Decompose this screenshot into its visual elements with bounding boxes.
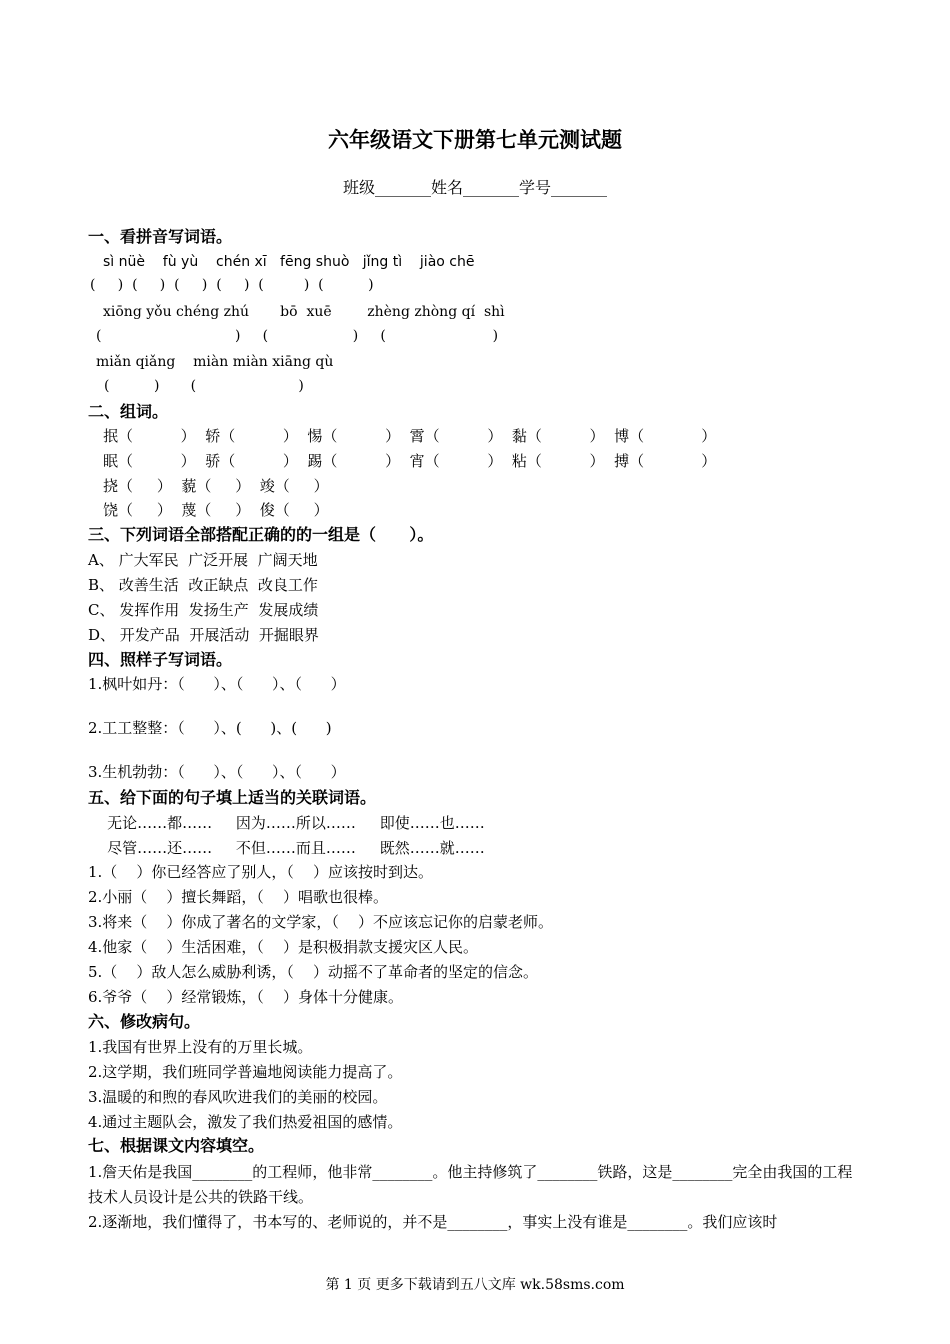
sentence-correction-3: 3.温暖的和煦的春风吹进我们的美丽的校园。 bbox=[88, 1088, 388, 1106]
conjunction-question-3: 3.将来（ ）你成了著名的文学家，（ ）不应该忘记你的启蒙老师。 bbox=[88, 913, 553, 931]
section-2-heading: 二、组词。 bbox=[88, 402, 169, 421]
sentence-correction-4: 4.通过主题队会，激发了我们热爱祖国的感情。 bbox=[88, 1113, 403, 1131]
pattern-question-2: 2.工工整整：（ ）、( )、( ) bbox=[88, 719, 332, 737]
conjunction-options-row-1: 无论……都…… 因为……所以…… 即使……也…… bbox=[88, 814, 485, 832]
word-group-row-2: 眠（ ） 骄（ ） 踢（ ） 宵（ ） 粘（ ） 搏（ ） bbox=[103, 452, 717, 470]
option-c: C、 发挥作用 发扬生产 发展成绩 bbox=[88, 601, 319, 619]
sentence-correction-2: 2.这学期，我们班同学普遍地阅读能力提高了。 bbox=[88, 1063, 403, 1081]
section-3-heading: 三、下列词语全部搭配正确的的一组是（ ）。 bbox=[88, 525, 434, 544]
page-title: 六年级语文下册第七单元测试题 bbox=[328, 128, 622, 152]
word-group-row-3: 挠（ ） 藐（ ） 竣（ ） bbox=[103, 477, 329, 495]
fill-blank-question-2: 2.逐渐地，我们懂得了，书本写的、老师说的，并不是________，事实上没有谁是________。我们应该时 bbox=[88, 1213, 778, 1231]
fill-blank-question-1: 1.詹天佑是我国________的工程师，他非常________。他主持修筑了________铁路，这是________完全由我国的工程技术人员设计是公共的铁路干线。 bbox=[88, 1163, 853, 1206]
conjunction-options-row-2: 尽管……还…… 不但……而且…… 既然……就…… bbox=[88, 839, 485, 857]
option-a: A、 广大军民 广泛开展 广阔天地 bbox=[88, 551, 318, 569]
word-group-row-4: 饶（ ） 蔑（ ） 俊（ ） bbox=[103, 501, 329, 519]
section-7-heading: 七、根据课文内容填空。 bbox=[88, 1136, 265, 1155]
section-5-heading: 五、给下面的句子填上适当的关联词语。 bbox=[88, 788, 377, 807]
answer-parens-row-3: ( ) ( ) bbox=[104, 378, 304, 394]
answer-parens-row-2: ( ) ( ) ( ) bbox=[96, 328, 499, 344]
section-1-heading: 一、看拼音写词语。 bbox=[88, 227, 233, 246]
word-group-row-1: 抿（ ） 轿（ ） 惕（ ） 霄（ ） 黏（ ） 博（ ） bbox=[103, 427, 717, 445]
option-b: B、 改善生活 改正缺点 改良工作 bbox=[88, 576, 318, 594]
conjunction-question-2: 2.小丽（ ）擅长舞蹈，（ ）唱歌也很棒。 bbox=[88, 888, 388, 906]
conjunction-question-4: 4.他家（ ）生活困难，（ ）是积极捐款支援灾区人民。 bbox=[88, 938, 478, 956]
section-4-heading: 四、照样子写词语。 bbox=[88, 650, 233, 669]
pattern-question-3: 3.生机勃勃：（ ）、（ ）、（ ） bbox=[88, 763, 346, 781]
conjunction-question-5: 5.（ ）敌人怎么威胁利诱，（ ）动摇不了革命者的坚定的信念。 bbox=[88, 963, 538, 981]
option-d: D、 开发产品 开展活动 开掘眼界 bbox=[88, 626, 319, 644]
pinyin-row-3: miǎn qiǎng miàn miàn xiāng qù bbox=[96, 354, 334, 370]
page-footer: 第 1 页 更多下载请到五八文库 wk.58sms.com bbox=[325, 1277, 625, 1293]
conjunction-question-6: 6.爷爷（ ）经常锻炼，（ ）身体十分健康。 bbox=[88, 988, 403, 1006]
pinyin-row-1: sì nüè fù yù chén xī fēng shuò jǐng tì jiào chē bbox=[103, 254, 475, 270]
pattern-question-1: 1.枫叶如丹：（ ）、（ ）、（ ） bbox=[88, 675, 346, 693]
sentence-correction-1: 1.我国有世界上没有的万里长城。 bbox=[88, 1038, 313, 1056]
student-info-line: 班级_______姓名_______学号_______ bbox=[342, 178, 607, 197]
conjunction-question-1: 1.（ ）你已经答应了别人，（ ）应该按时到达。 bbox=[88, 863, 433, 881]
answer-parens-row-1: ( ) ( ) ( ) ( ) ( ) ( ) bbox=[90, 277, 374, 293]
pinyin-row-2: xiōng yǒu chéng zhú bō xuē zhèng zhòng qí shì bbox=[103, 304, 505, 320]
section-6-heading: 六、修改病句。 bbox=[88, 1012, 201, 1031]
